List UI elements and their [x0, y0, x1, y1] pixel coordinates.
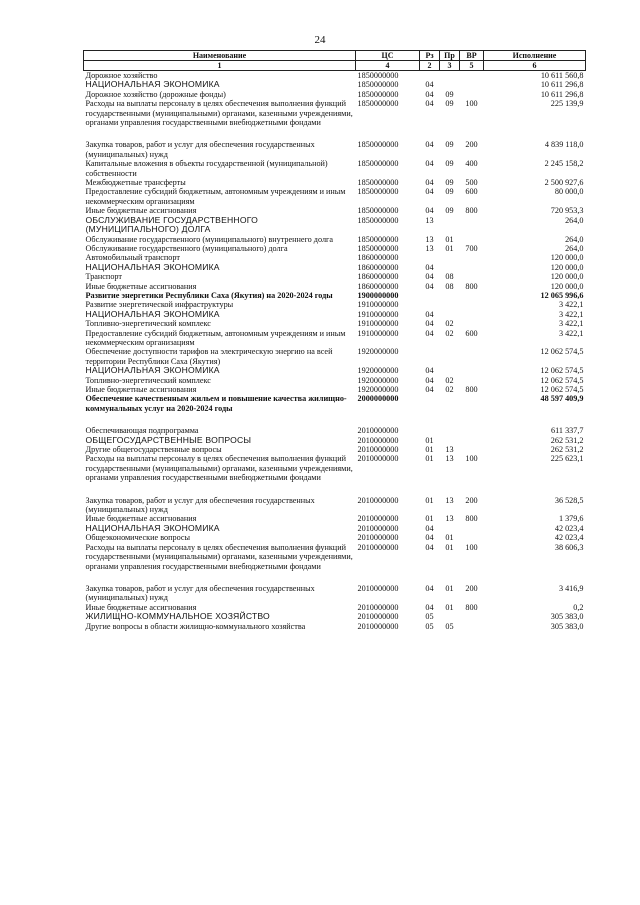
row-cs: 1860000000: [357, 262, 399, 272]
row-spacer-cell: [84, 413, 586, 426]
row-pr: 08: [445, 281, 454, 291]
table-row: [84, 282, 586, 291]
row-name: Развитие энергетической инфраструктуры: [85, 300, 234, 310]
row-name: НАЦИОНАЛЬНАЯ ЭКОНОМИКА: [85, 261, 220, 272]
row-pr: 13: [445, 514, 454, 524]
row-name: Иные бюджетные ассигнования: [85, 385, 197, 394]
row-execution: 264,0: [565, 243, 584, 253]
row-cs: 1850000000: [357, 215, 399, 225]
row-execution: 10 611 560,8: [540, 71, 584, 80]
row-execution: 262 531,2: [550, 445, 584, 455]
row-name: Расходы на выплаты персоналу в целях обеспечения выполнения функций государственными (муниципальными) органами, казенными учреждениями, органами управления государственными внебюджетными фондами: [85, 454, 353, 483]
row-pr: 02: [445, 328, 454, 338]
table-row: [84, 80, 586, 89]
row-name: Дорожное хозяйство (дорожные фонды): [85, 89, 226, 99]
row-rz: 04: [425, 602, 434, 612]
row-spacer: [84, 413, 586, 426]
row-rz: 04: [425, 385, 434, 394]
table-row: [84, 140, 586, 159]
row-name: Обеспечение доступности тарифов на электрическую энергию на всей территории Республики Саха (Якутия): [85, 347, 333, 366]
row-pr: [440, 216, 460, 235]
row-cs: 1860000000: [357, 253, 399, 263]
row-vr: [460, 533, 484, 542]
row-cs: 2000000000: [357, 394, 399, 404]
row-vr: [460, 612, 484, 621]
row-cs: 2010000000: [357, 426, 399, 436]
row-rz: 04: [425, 159, 434, 169]
row-cs: 1910000000: [357, 328, 399, 338]
row-execution: 48 597 409,9: [540, 394, 584, 404]
row-vr: 500: [465, 178, 478, 188]
row-pr: [440, 436, 460, 445]
row-rz: 05: [425, 621, 434, 631]
row-cs: 1850000000: [357, 243, 399, 253]
row-pr: 13: [445, 495, 454, 505]
row-pr: 02: [445, 385, 454, 394]
row-cs: 2010000000: [357, 583, 399, 593]
row-pr: [440, 426, 460, 435]
row-cs: 2010000000: [357, 533, 399, 543]
row-pr: 01: [445, 542, 454, 552]
table-row: [84, 90, 586, 99]
row-execution: 42 023,4: [554, 533, 584, 543]
table-row: [84, 347, 586, 366]
row-cs: 1860000000: [357, 272, 399, 282]
row-vr: [460, 300, 484, 309]
row-rz: 13: [425, 215, 434, 225]
row-rz: [420, 71, 440, 81]
row-execution: 305 383,0: [550, 621, 584, 631]
row-execution: 720 953,3: [550, 206, 584, 216]
row-pr: [440, 291, 460, 300]
table-row: [84, 272, 586, 281]
row-name: Расходы на выплаты персоналу в целях обеспечения выполнения функций государственными (муниципальными) органами, казенными учреждениями, органами управления государственными внебюджетными фондами: [85, 542, 353, 571]
table-row: [84, 376, 586, 385]
table-row: [84, 533, 586, 542]
row-vr: [460, 622, 484, 631]
row-execution: 305 383,0: [550, 612, 584, 622]
budget-table: [83, 50, 586, 631]
row-rz: 04: [425, 366, 434, 376]
row-rz: 04: [425, 523, 434, 533]
table-row: [84, 159, 586, 178]
row-spacer: [84, 483, 586, 496]
row-rz: 04: [425, 281, 434, 291]
row-name: Предоставление субсидий бюджетным, автономным учреждениям и иным некоммерческим организациям: [85, 187, 346, 206]
row-vr: 600: [465, 328, 478, 338]
row-cs: 1920000000: [357, 366, 399, 376]
row-name: Иные бюджетные ассигнования: [85, 514, 197, 524]
row-cs: 1850000000: [357, 71, 399, 80]
row-vr: [460, 253, 484, 262]
row-execution: 0,2: [573, 602, 584, 612]
row-pr: [440, 612, 460, 621]
row-execution: 225 139,9: [550, 99, 584, 109]
table-row: [84, 187, 586, 206]
row-rz: 04: [425, 206, 434, 216]
row-vr: [460, 366, 484, 375]
row-cs: 1920000000: [357, 347, 399, 357]
table-row: [84, 612, 586, 621]
row-pr: [440, 80, 460, 89]
table-row: [84, 244, 586, 253]
row-vr: [460, 376, 484, 385]
row-name: Обслуживание государственного (муниципального) долга: [85, 243, 288, 253]
row-vr: 200: [465, 495, 478, 505]
row-execution: 3 422,1: [558, 309, 584, 319]
row-vr: [460, 445, 484, 454]
row-cs: 1850000000: [357, 140, 399, 150]
row-pr: 13: [445, 454, 454, 464]
row-rz: 04: [425, 533, 434, 543]
row-pr: [440, 310, 460, 319]
table-row: [84, 524, 586, 533]
row-rz: 01: [425, 435, 434, 445]
row-vr: [460, 90, 484, 99]
row-name: ЖИЛИЩНО-КОММУНАЛЬНОЕ ХОЗЯЙСТВО: [85, 611, 270, 622]
row-name: Другие общегосударственные вопросы: [85, 445, 222, 455]
row-name: Обеспечивающая подпрограмма: [85, 426, 199, 436]
row-vr: [460, 263, 484, 272]
row-name: Межбюджетные трансферты: [85, 178, 186, 188]
table-row: [84, 216, 586, 235]
row-execution: 262 531,2: [550, 435, 584, 445]
row-vr: 100: [465, 454, 478, 464]
table-row: [84, 543, 586, 571]
row-execution: 12 062 574,5: [540, 347, 584, 357]
row-rz: [420, 291, 440, 300]
table-row: [84, 496, 586, 515]
row-rz: 04: [425, 309, 434, 319]
row-rz: 13: [425, 234, 434, 244]
row-name: НАЦИОНАЛЬНАЯ ЭКОНОМИКА: [85, 79, 220, 90]
row-cs: 2010000000: [357, 523, 399, 533]
row-vr: [460, 347, 484, 366]
row-cs: 2010000000: [357, 514, 399, 524]
row-vr: 200: [465, 583, 478, 593]
row-name: Транспорт: [85, 272, 122, 282]
row-name: Топливно-энергетический комплекс: [85, 319, 211, 329]
row-cs: 2010000000: [357, 542, 399, 552]
row-vr: 700: [465, 243, 478, 253]
row-name: Топливно-энергетический комплекс: [85, 375, 211, 385]
row-execution: 38 606,3: [554, 542, 584, 552]
row-vr: 800: [465, 385, 478, 394]
row-rz: 01: [425, 495, 434, 505]
header-rz: Рз: [420, 51, 440, 61]
row-execution: 120 000,0: [550, 253, 584, 263]
index-execution: 6: [484, 61, 586, 71]
row-pr: 09: [445, 159, 454, 169]
row-execution: 120 000,0: [550, 262, 584, 272]
row-name: Обеспечение качественным жильем и повышение качества жилищно-коммунальных услуг на 2020-2024 годы: [85, 394, 347, 413]
row-execution: 12 065 996,6: [540, 290, 584, 300]
row-execution: 2 500 927,6: [544, 178, 584, 188]
table-row: [84, 235, 586, 244]
row-cs: 2010000000: [357, 621, 399, 631]
row-name: ОБЩЕГОСУДАРСТВЕННЫЕ ВОПРОСЫ: [85, 434, 252, 445]
row-pr: 08: [445, 272, 454, 282]
row-execution: 120 000,0: [550, 272, 584, 282]
row-execution: 1 379,6: [558, 514, 584, 524]
row-pr: [440, 71, 460, 81]
row-vr: 400: [465, 159, 478, 169]
row-name: НАЦИОНАЛЬНАЯ ЭКОНОМИКА: [85, 365, 220, 376]
header-vr: ВР: [460, 51, 484, 61]
row-vr: 800: [465, 281, 478, 291]
row-name: НАЦИОНАЛЬНАЯ ЭКОНОМИКА: [85, 308, 220, 319]
table-row: [84, 454, 586, 482]
row-cs: 1860000000: [357, 281, 399, 291]
row-spacer-cell: [84, 127, 586, 140]
row-pr: 01: [445, 602, 454, 612]
row-rz: 04: [425, 542, 434, 552]
row-rz: 04: [425, 272, 434, 282]
row-pr: 09: [445, 99, 454, 109]
row-vr: [460, 71, 484, 81]
row-execution: 3 416,9: [558, 583, 584, 593]
table-body: [84, 71, 586, 631]
row-vr: [460, 394, 484, 413]
row-execution: 12 062 574,5: [540, 366, 584, 376]
row-pr: [440, 263, 460, 272]
row-execution: 4 839 118,0: [544, 140, 584, 150]
row-pr: 13: [445, 445, 454, 455]
row-cs: 2010000000: [357, 435, 399, 445]
row-rz: 13: [425, 243, 434, 253]
row-name: Автомобильный транспорт: [85, 253, 180, 263]
index-name: 1: [84, 61, 356, 71]
table-row: [84, 622, 586, 631]
row-pr: 09: [445, 187, 454, 197]
row-rz: 04: [425, 140, 434, 150]
row-vr: 600: [465, 187, 478, 197]
header-execution: Исполнение: [484, 51, 586, 61]
table-header-row: [84, 51, 586, 61]
row-name: Закупка товаров, работ и услуг для обеспечения государственных (муниципальных) нужд: [85, 495, 315, 515]
row-execution: 3 422,1: [558, 328, 584, 338]
row-vr: 800: [465, 514, 478, 524]
row-pr: [440, 394, 460, 413]
row-cs: 1850000000: [357, 159, 399, 169]
row-execution: 36 528,5: [554, 495, 584, 505]
row-cs: 1910000000: [357, 309, 399, 319]
row-rz: 04: [425, 89, 434, 99]
row-spacer-cell: [84, 571, 586, 584]
row-execution: 10 611 296,8: [540, 80, 584, 90]
table-row: [84, 584, 586, 603]
table-row: [84, 291, 586, 300]
row-name: Закупка товаров, работ и услуг для обеспечения государственных (муниципальных) нужд: [85, 140, 315, 159]
row-cs: 2010000000: [357, 454, 399, 464]
row-pr: 05: [445, 621, 454, 631]
row-cs: 1900000000: [357, 290, 399, 300]
row-pr: [440, 366, 460, 375]
row-execution: 264,0: [565, 215, 584, 225]
row-vr: [460, 272, 484, 281]
row-execution: 12 062 574,5: [540, 375, 584, 385]
row-execution: 42 023,4: [554, 523, 584, 533]
row-vr: [460, 310, 484, 319]
row-name: Закупка товаров, работ и услуг для обеспечения государственных (муниципальных) нужд: [85, 583, 315, 603]
row-spacer-cell: [84, 483, 586, 496]
row-name: Общеэкономические вопросы: [85, 533, 191, 543]
row-execution: 264,0: [565, 234, 584, 244]
table-row: [84, 445, 586, 454]
row-rz: [420, 426, 440, 435]
table-row: [84, 99, 586, 127]
header-pr: Пр: [440, 51, 460, 61]
row-name: Другие вопросы в области жилищно-коммунального хозяйства: [85, 621, 306, 631]
row-rz: 04: [425, 178, 434, 188]
row-spacer: [84, 127, 586, 140]
row-vr: 100: [465, 99, 478, 109]
row-rz: 04: [425, 328, 434, 338]
header-name: Наименование: [84, 51, 356, 61]
row-name: Расходы на выплаты персоналу в целях обеспечения выполнения функций государственными (муниципальными) органами, казенными учреждениями, органами управления государственными внебюджетными фондами: [85, 99, 353, 128]
row-pr: [440, 524, 460, 533]
row-rz: [420, 300, 440, 309]
row-vr: 200: [465, 140, 478, 150]
table-row: [84, 263, 586, 272]
table-row: [84, 329, 586, 348]
row-vr: [460, 216, 484, 235]
row-pr: 01: [445, 234, 454, 244]
row-vr: 800: [465, 602, 478, 612]
table-row: [84, 385, 586, 394]
row-cs: 1850000000: [357, 80, 399, 90]
row-pr: 09: [445, 206, 454, 216]
row-name: Дорожное хозяйство: [85, 71, 158, 80]
row-rz: 01: [425, 454, 434, 464]
row-execution: 80 000,0: [554, 187, 584, 197]
index-pr: 3: [440, 61, 460, 71]
table-row: [84, 366, 586, 375]
row-vr: [460, 235, 484, 244]
header-cs: ЦС: [356, 51, 420, 61]
row-execution: 10 611 296,8: [540, 89, 584, 99]
row-execution: 120 000,0: [550, 281, 584, 291]
row-name: НАЦИОНАЛЬНАЯ ЭКОНОМИКА: [85, 522, 220, 533]
row-cs: 1850000000: [357, 99, 399, 109]
row-cs: 2010000000: [357, 495, 399, 505]
row-vr: 100: [465, 542, 478, 552]
row-cs: 1850000000: [357, 178, 399, 188]
row-rz: 04: [425, 583, 434, 593]
row-cs: 1850000000: [357, 187, 399, 197]
table-row: [84, 178, 586, 187]
row-cs: 1850000000: [357, 89, 399, 99]
row-name: Иные бюджетные ассигнования: [85, 281, 197, 291]
row-vr: [460, 80, 484, 89]
row-rz: 04: [425, 187, 434, 197]
row-vr: 800: [465, 206, 478, 216]
row-rz: 05: [425, 612, 434, 622]
row-cs: 1850000000: [357, 206, 399, 216]
row-pr: [440, 347, 460, 366]
table-row: [84, 394, 586, 413]
row-pr: 01: [445, 533, 454, 543]
row-pr: 01: [445, 583, 454, 593]
page-number: 24: [314, 34, 326, 46]
row-execution: 3 422,1: [558, 300, 584, 310]
index-vr: 5: [460, 61, 484, 71]
row-execution: 3 422,1: [558, 319, 584, 329]
row-vr: [460, 436, 484, 445]
row-execution: 12 062 574,5: [540, 385, 584, 394]
row-pr: 09: [445, 89, 454, 99]
row-cs: 2010000000: [357, 445, 399, 455]
row-cs: 1920000000: [357, 385, 399, 394]
row-name: Развитие энергетики Республики Саха (Якутия) на 2020-2024 годы: [85, 290, 333, 300]
row-cs: 2010000000: [357, 602, 399, 612]
row-pr: [440, 253, 460, 262]
row-spacer: [84, 571, 586, 584]
row-pr: 01: [445, 243, 454, 253]
row-pr: 09: [445, 178, 454, 188]
row-name: Капитальные вложения в объекты государственной (муниципальной) собственности: [85, 159, 328, 178]
row-rz: 04: [425, 262, 434, 272]
row-vr: [460, 524, 484, 533]
row-vr: [460, 426, 484, 435]
table-row: [84, 436, 586, 445]
row-cs: 1920000000: [357, 375, 399, 385]
row-cs: 1850000000: [357, 234, 399, 244]
row-name: Иные бюджетные ассигнования: [85, 206, 197, 216]
row-rz: 04: [425, 80, 434, 90]
row-vr: [460, 319, 484, 328]
row-cs: 1910000000: [357, 300, 399, 310]
row-name: Иные бюджетные ассигнования: [85, 602, 197, 612]
row-rz: [420, 394, 440, 413]
row-execution: 225 623,1: [550, 454, 584, 464]
row-vr: [460, 291, 484, 300]
row-rz: 04: [425, 99, 434, 109]
row-pr: 09: [445, 140, 454, 150]
row-pr: 02: [445, 375, 454, 385]
row-rz: 04: [425, 375, 434, 385]
index-rz: 2: [420, 61, 440, 71]
row-name: Обслуживание государственного (муниципального) внутреннего долга: [85, 234, 334, 244]
row-name: Предоставление субсидий бюджетным, автономным учреждениям и иным некоммерческим организациям: [85, 328, 346, 347]
table-index-row: [84, 61, 586, 71]
row-rz: [420, 253, 440, 262]
row-pr: 02: [445, 319, 454, 329]
row-rz: 01: [425, 445, 434, 455]
row-cs: 2010000000: [357, 612, 399, 622]
table-row: [84, 310, 586, 319]
table-row: [84, 319, 586, 328]
row-rz: [420, 347, 440, 366]
row-rz: 01: [425, 514, 434, 524]
row-name: ОБСЛУЖИВАНИЕ ГОСУДАРСТВЕННОГО (МУНИЦИПАЛЬНОГО) ДОЛГА: [85, 214, 258, 235]
row-rz: 04: [425, 319, 434, 329]
row-execution: 2 245 158,2: [544, 159, 584, 169]
row-pr: [440, 300, 460, 309]
row-cs: 1910000000: [357, 319, 399, 329]
index-cs: 4: [356, 61, 420, 71]
row-execution: 611 337,7: [551, 426, 584, 436]
